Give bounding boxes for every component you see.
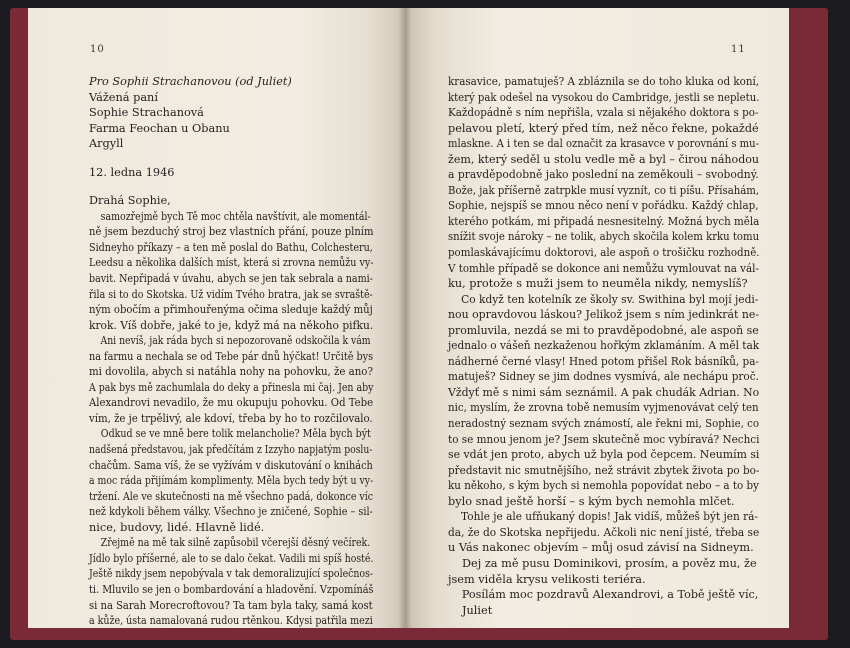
text-line: ku, protože s muži jsem to neuměla nikdy, nemyslíš? (448, 277, 748, 291)
text-line: než kdykoli během války. Všechno je zničené, Sophie – sil- (89, 505, 373, 519)
text-line: řila si to do Skotska. Už vidím Tvého bratra, jak se svraště- (89, 287, 373, 301)
text-line: mi dovolila, abych si natáhla nohy na pohovku, že ano? (89, 365, 373, 379)
left-page-text (89, 74, 373, 629)
page-number: 10 (90, 44, 105, 55)
text-line: Vždyť mě s nimi sám seznámil. A pak chudák Adrian. No (448, 385, 760, 399)
spacer (89, 152, 373, 165)
text-line: na farmu a nechala se od Tebe pár dnů hýčkat! Určitě bys (89, 349, 374, 363)
text-line: pelavou pletí, který před tím, než něco řekne, pokaždé (448, 121, 759, 135)
text-line: krok. Víš dobře, jaké to je, když má na někoho pifku. (89, 318, 374, 332)
text-line: tržení. Ale ve skutečnosti na mě všechno padá, dokonce víc (89, 489, 374, 503)
text-line: samozřejmě bych Tě moc chtěla navštívit, ale momentál- (100, 209, 371, 223)
text-line: nic, myslím, že zrovna tobě nemusím vyjmenovávat celý ten (448, 401, 759, 415)
text-line: Odkud se ve mně bere tolik melancholie? Měla bych být (100, 427, 371, 441)
text-line: neradostný seznam svých známostí, ale řekni mi, Sophie, co (448, 417, 760, 431)
text-line: promluvila, nezdá se mi to pravděpodobné, ale aspoň se (448, 323, 759, 337)
text-line: kterého potkám, mi připadá nesnesitelný. Možná bych měla (448, 214, 760, 228)
text-line: jednalo o vášeň nezkaženou hořkým zklamáním. A měl tak (448, 339, 760, 353)
text-line: Každopádně s ním nepřišla, vzala si nějakého doktora s po- (448, 106, 759, 120)
text-line: Dej za mě pusu Dominikovi, prosím, a pověz mu, že (462, 556, 757, 570)
text-line: Leedsu a několika dalších míst, která si zrovna nemůžu vy- (89, 256, 374, 270)
text-line: nadšená představou, jak předčítám z Izzyho napjatým poslu- (89, 443, 373, 457)
text-line: bavit. Nepřipadá v úvahu, abych se jen tak sebrala a nami- (89, 272, 373, 286)
text-line: Sophie, nejspíš se mnou něco není v pořádku. Každý chlap, (448, 199, 759, 213)
text-line: a pravděpodobně jako poslední na zeměkouli – svobodný. (448, 168, 759, 182)
letter-body (89, 209, 373, 629)
text-line: Alexandrovi nevadilo, že mu okupuju pohovku. Od Tebe (89, 396, 374, 410)
text-line: Sidneyho příkazy – a ten mě poslal do Bathu, Colchesteru, (89, 240, 373, 254)
text-line: bylo snad ještě horší – s kým bych nemohla mlčet. (448, 494, 735, 508)
letter-date: 12. ledna 1946 (89, 165, 175, 179)
text-line: chačům. Sama víš, že se vyžívám v diskutování o knihách (89, 458, 373, 472)
text-line: u Vás nakonec objevím – můj osud závisí na Sidneym. (448, 541, 754, 555)
text-line: a kůže, ústa namalovaná rudou rtěnkou. Kdysi patřila mezi (89, 614, 373, 628)
text-line: mlaskne. A i ten se dal označit za krasavce v porovnání s mu- (448, 137, 760, 151)
text-line: Ani nevíš, jak ráda bych si nepozorovaně odskočila k vám (100, 334, 371, 348)
spacer (89, 180, 373, 193)
text-line: krasavice, pamatuješ? A zbláznila se do toho kluka od koní, (448, 75, 760, 88)
text-line: snížit svoje nároky – ne tolik, abych skočila kolem krku tomu (448, 230, 760, 244)
left-page (28, 8, 405, 628)
text-line: to se mnou jenom je? Jsem skutečně moc vybíravá? Nechci (448, 432, 760, 446)
text-line: V tomhle případě se dokonce ani nemůžu vymlouvat na vál- (448, 261, 759, 275)
address-line: Sophie Strachanová (89, 106, 204, 120)
text-line: Posílám moc pozdravů Alexandrovi, a Tobě ještě víc, (461, 588, 759, 602)
text-line: A pak bys mě zachumlala do deky a přinesla mi čaj. Jen aby (89, 380, 374, 394)
text-line: ným obočím a přimhouřenýma očima sleduje každý můj (89, 303, 373, 317)
text-line: představit nic smutnějšího, než strávit zbytek života po bo- (448, 463, 760, 477)
text-line: žem, který seděl u stolu vedle mě a byl – čirou náhodou (448, 152, 760, 166)
right-page-text (448, 74, 759, 618)
text-line: nou opravdovou láskou? Jelikož jsem s ním jedinkrát ne- (448, 308, 760, 322)
address-line: Farma Feochan u Obanu (89, 121, 230, 135)
text-line: pomlaskávajícímu doktorovi, ale aspoň o trošičku rozhodně. (448, 246, 760, 260)
text-line: Ještě nikdy jsem nepobývala v tak demoralizující společnos- (89, 567, 374, 581)
text-line: ku někoho, s kým bych si nemohla popovídat nebo – a to by (448, 479, 759, 493)
text-line: nádherné černé vlasy! Hned potom přišel Rok básníků, pa- (448, 354, 759, 368)
text-line: Bože, jak příšerně zatrpkle musí vyznít, co ti píšu. Přísahám, (448, 183, 760, 197)
page-number: 11 (731, 44, 746, 55)
text-line: ti. Mluvilo se jen o bombardování a hladovění. Vzpomínáš (89, 582, 374, 596)
text-line: a moc ráda přijímám komplimenty. Měla bych tedy být u vy- (89, 474, 374, 488)
text-line: jsem viděla krysu velikosti teriéra. (448, 572, 646, 586)
right-page (405, 8, 789, 628)
text-line: který pak odešel na vysokou do Cambridge, jestli se nepletu. (448, 90, 760, 104)
text-line: Zřejmě na mě tak silně zapůsobil včerejší děsný večírek. (100, 536, 371, 550)
text-line: si na Sarah Morecroftovou? Ta tam byla taky, samá kost (89, 598, 373, 612)
text-line: Juliet (462, 603, 493, 617)
letter-greeting: Drahá Sophie, (89, 194, 171, 208)
address-line: Vážená paní (89, 90, 158, 104)
text-line: se vdát jen proto, abych už byla pod čepcem. Neumím si (448, 448, 760, 462)
text-line: Jídlo bylo příšerné, ale to se dalo čekat. Vadili mi spíš hosté. (89, 551, 374, 565)
text-line: nice, budovy, lidé. Hlavně lidé. (89, 520, 265, 534)
text-line: Tohle je ale ufňukaný dopis! Jak vidíš, můžeš být jen rá- (461, 510, 758, 524)
text-line: matuješ? Sidney se jim dodnes vysmívá, ale nechápu proč. (448, 370, 759, 384)
book-gutter (398, 8, 412, 628)
text-line: vím, že je trpělivý, ale kdoví, třeba by ho to rozčilovalo. (89, 411, 373, 425)
text-line: Co když ten kotelník ze školy sv. Swithina byl mojí jedi- (461, 292, 759, 306)
text-line: ně jsem bezduchý stroj bez vlastních přání, pouze plním (89, 225, 374, 239)
text-line: da, že do Skotska nepřijedu. Ačkoli nic není jisté, třeba se (448, 525, 760, 539)
letter-body (448, 74, 759, 618)
letter-heading: Pro Sophii Strachanovou (od Juliet) (89, 75, 292, 88)
address-line: Argyll (89, 137, 124, 151)
